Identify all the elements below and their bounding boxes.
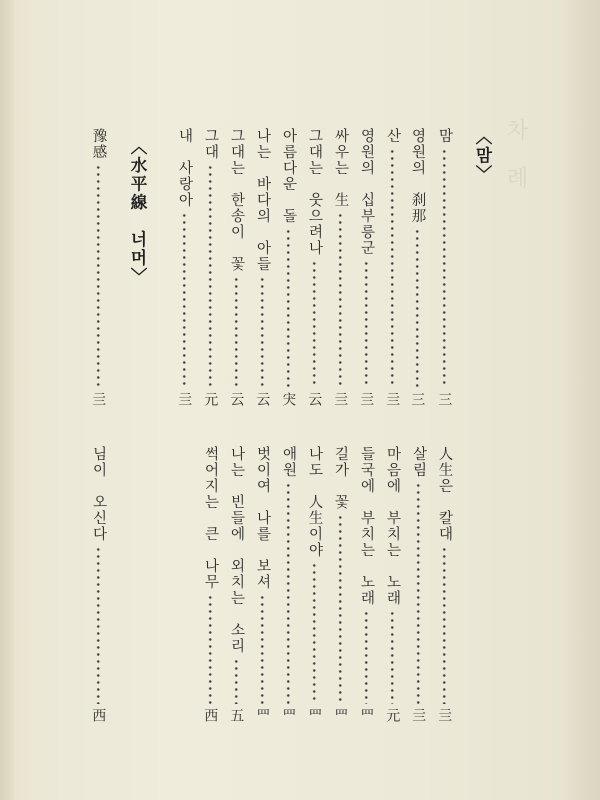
toc-entry-title: 그대는 웃으려나 <box>306 128 323 256</box>
toc-entry-page: 亖 <box>410 708 427 722</box>
toc-entry-page: 元 <box>202 392 219 406</box>
dot-leader <box>255 594 270 704</box>
section-heading-mam: 〈맘〉 <box>473 128 492 184</box>
toc-entry-page: 宊 <box>280 392 297 406</box>
toc-entry <box>229 446 244 722</box>
toc-entry-page: 亖 <box>176 392 193 406</box>
dot-leader <box>333 514 348 704</box>
toc-entry <box>411 446 426 722</box>
toc-entry-page: 西 <box>202 708 219 722</box>
toc-entry-page: 三 <box>409 392 426 406</box>
toc-entry-page: 亖 <box>332 392 349 406</box>
toc-entry <box>359 128 374 406</box>
toc-entry <box>281 446 296 722</box>
dot-leader <box>255 276 270 388</box>
toc-entry-page: 亖 <box>436 708 453 722</box>
toc-entry-title: 싸우는 生 <box>332 128 349 208</box>
toc-entry-page: 三 <box>436 392 453 406</box>
toc-entry-title: 豫感 <box>90 128 107 160</box>
toc-entry <box>437 446 452 722</box>
toc-entry-page: 亖 <box>358 392 375 406</box>
dot-leader <box>281 228 296 388</box>
dot-leader <box>410 228 425 388</box>
toc-entry <box>203 446 218 722</box>
toc-entry <box>307 128 322 406</box>
bleed-through-text: 차 례 <box>503 118 528 190</box>
dot-leader <box>307 260 322 388</box>
toc-entry-page: 云 <box>254 392 271 406</box>
toc-entry <box>385 446 400 722</box>
dot-leader <box>203 164 218 388</box>
toc-entry-title: 산 <box>384 128 401 144</box>
toc-entry-title: 내 사랑아 <box>176 128 193 208</box>
page-edge-shadow <box>560 0 600 800</box>
page-binding-edge <box>0 0 14 800</box>
toc-entry <box>410 128 425 406</box>
toc-entry-page: 西 <box>90 708 107 722</box>
dot-leader <box>229 658 244 704</box>
dot-leader <box>91 546 106 704</box>
toc-entry-title: 애원 <box>280 446 297 478</box>
toc-entry-title: 그대는 한송이 꽃 <box>228 128 245 272</box>
dot-leader <box>177 212 192 388</box>
toc-entry-title: 길가 꽃 <box>332 446 349 510</box>
toc-entry-page: 罒 <box>254 708 271 722</box>
toc-entry-page: 亖 <box>90 392 107 406</box>
toc-entry-page: 云 <box>306 392 323 406</box>
toc-entry-title: 벗이여 나를 보셔 <box>254 446 271 590</box>
toc-entry <box>333 128 348 406</box>
toc-entry-title: 님이 오신다 <box>90 446 107 542</box>
dot-leader <box>385 610 400 704</box>
toc-entry <box>177 128 192 406</box>
toc-entry-page: 罒 <box>332 708 349 722</box>
dot-leader <box>437 546 452 704</box>
toc-entry <box>91 128 106 406</box>
dot-leader <box>411 482 426 704</box>
toc-entry-page: 亖 <box>384 392 401 406</box>
toc-entry <box>255 128 270 406</box>
toc-entry-title: 그대 <box>202 128 219 160</box>
dot-leader <box>91 164 106 388</box>
toc-entry-title: 아름다운 돌 <box>280 128 297 224</box>
toc-entry-title: 썩어지는 큰 나무 <box>202 446 219 590</box>
toc-entry <box>255 446 270 722</box>
toc-entry <box>229 128 244 406</box>
toc-entry-title: 맘 <box>436 128 453 144</box>
toc-entry <box>437 128 452 406</box>
toc-entry-title: 들국에 부치는 노래 <box>358 446 375 606</box>
dot-leader <box>437 148 452 388</box>
dot-leader <box>307 562 322 704</box>
toc-entry <box>359 446 374 722</box>
toc-entry <box>203 128 218 406</box>
toc-entry <box>281 128 296 406</box>
toc-entry-title: 영원의 십부릉군 <box>358 128 375 256</box>
toc-entry-page: 元 <box>384 708 401 722</box>
dot-leader <box>203 594 218 704</box>
toc-entry-title: 영원의 刹那 <box>409 128 426 224</box>
toc-entry <box>307 446 322 722</box>
dot-leader <box>281 482 296 704</box>
dot-leader <box>385 148 400 388</box>
dot-leader <box>359 260 374 388</box>
toc-entry-page: 罒 <box>280 708 297 722</box>
dot-leader <box>333 212 348 388</box>
toc-entry-page: 云 <box>228 392 245 406</box>
toc-entry-page: 五 <box>228 708 245 722</box>
toc-entry-page: 罒 <box>306 708 323 722</box>
toc-entry-title: 나는 바다의 아들 <box>254 128 271 272</box>
toc-entry-title: 나도 人生이야 <box>306 446 323 558</box>
toc-entry-title: 人生은 칼대 <box>436 446 453 542</box>
toc-entry-page: 罒 <box>358 708 375 722</box>
toc-entry-title: 마음에 부치는 노래 <box>384 446 401 606</box>
dot-leader <box>229 276 244 388</box>
toc-entry <box>333 446 348 722</box>
toc-entry-title: 나는 빈들에 외치는 소리 <box>228 446 245 654</box>
toc-entry <box>91 446 106 722</box>
dot-leader <box>359 610 374 704</box>
toc-entry-title: 살림 <box>410 446 427 478</box>
section-heading-beyond-horizon: 〈水平線 너머〉 <box>128 138 147 286</box>
toc-entry <box>385 128 400 406</box>
